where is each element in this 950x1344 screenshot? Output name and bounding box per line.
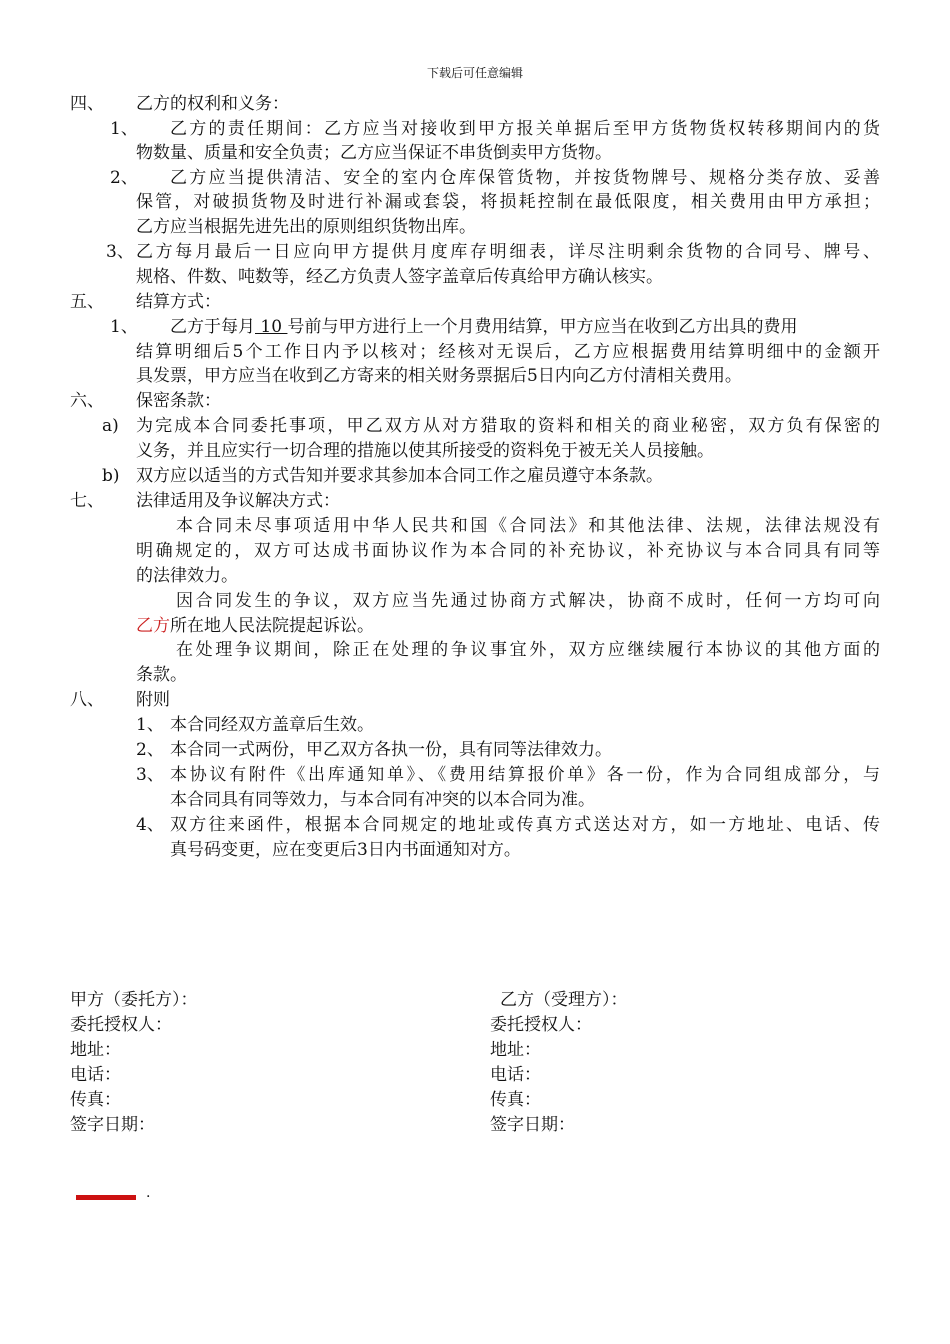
s4-item3-line2: 规格、件数、吨数等，经乙方负责人签字盖章后传真给甲方确认核实。 [136, 267, 663, 287]
footer-dot: . [146, 1185, 151, 1201]
s4-item2-line2: 保管，对破损货物及时进行补漏或套袋，将损耗控制在最低限度，相关费用由甲方承担； [136, 192, 880, 212]
s5-item1-line1 [170, 315, 797, 339]
party-b-fax-label: 传真： [490, 1090, 541, 1110]
party-b-label: 乙方（受理方）： [500, 990, 628, 1010]
section-7-number: 七、 [70, 491, 104, 511]
section-4-number: 四、 [70, 94, 104, 114]
footer-red-bar [76, 1195, 136, 1200]
s7-para2-line2 [136, 614, 374, 638]
section-5-number: 五、 [70, 292, 104, 312]
s6-item-a-line2: 义务，并且应实行一切合理的措施以使其所接受的资料免于被无关人员接触。 [136, 441, 714, 461]
s8-item3-number: 3、 [136, 765, 164, 785]
s7-para2-line1: 因合同发生的争议，双方应当先通过协商方式解决，协商不成时，任何一方均可向 [176, 591, 880, 611]
s8-item2-number: 2、 [136, 740, 164, 760]
s6-item-a-label: a) [102, 416, 119, 436]
s8-item3-line2: 本合同具有同等效力，与本合同有冲突的以本合同为准。 [170, 790, 595, 810]
s7-party-b-highlight: 乙方 [136, 616, 170, 636]
party-a-date-label: 签字日期： [70, 1115, 155, 1135]
party-a-agent-label: 委托授权人： [70, 1015, 172, 1035]
s5-settlement-day: 10 [255, 317, 288, 337]
s7-para3-line1: 在处理争议期间，除正在处理的争议事宜外，双方应继续履行本协议的其他方面的 [176, 640, 880, 660]
s5-item1-number: 1、 [110, 317, 138, 337]
section-8-number: 八、 [70, 690, 104, 710]
section-5-title: 结算方式： [136, 292, 221, 312]
party-a-address-label: 地址： [70, 1040, 121, 1060]
s7-para1-line1: 本合同未尽事项适用中华人民共和国《合同法》和其他法律、法规，法律法规没有 [176, 516, 880, 536]
s4-item2-line1: 乙方应当提供清洁、安全的室内仓库保管货物，并按货物牌号、规格分类存放、妥善 [170, 168, 880, 188]
s8-item4-line1: 双方往来函件，根据本合同规定的地址或传真方式送达对方，如一方地址、电话、传 [170, 815, 880, 835]
party-a-phone-label: 电话： [70, 1065, 121, 1085]
s4-item1-line1: 乙方的责任期间：乙方应当对接收到甲方报关单据后至甲方货物货权转移期间内的货 [170, 119, 880, 139]
section-4-title: 乙方的权利和义务： [136, 94, 289, 114]
s8-item4-line2: 真号码变更，应在变更后3日内书面通知对方。 [170, 840, 521, 860]
s6-item-a-line1: 为完成本合同委托事项，甲乙双方从对方猎取的资料和相关的商业秘密，双方负有保密的 [136, 416, 880, 436]
section-8-title: 附则 [136, 690, 170, 710]
s6-item-b-line1: 双方应以适当的方式告知并要求其参加本合同工作之雇员遵守本条款。 [136, 466, 663, 486]
s8-item3-line1: 本协议有附件《出库通知单》、《费用结算报价单》各一份，作为合同组成部分，与 [170, 765, 880, 785]
s8-item4-number: 4、 [136, 815, 164, 835]
s4-item1-number: 1、 [110, 119, 138, 139]
section-7-title: 法律适用及争议解决方式： [136, 491, 340, 511]
party-a-label: 甲方（委托方）： [70, 990, 198, 1010]
s5-item1-line3: 具发票，甲方应当在收到乙方寄来的相关财务票据后5日内向乙方付清相关费用。 [136, 366, 742, 386]
s7-para2-line2-rest: 所在地人民法院提起诉讼。 [170, 616, 374, 636]
section-6-number: 六、 [70, 391, 104, 411]
party-a-fax-label: 传真： [70, 1090, 121, 1110]
s4-item1-line2: 物数量、质量和安全负责；乙方应当保证不串货倒卖甲方货物。 [136, 143, 612, 163]
party-b-phone-label: 电话： [490, 1065, 541, 1085]
s4-item3-number: 3、 [106, 242, 134, 262]
s8-item1-number: 1、 [136, 715, 164, 735]
s7-para1-line2: 明确规定的，双方可达成书面协议作为本合同的补充协议，补充协议与本合同具有同等 [136, 541, 880, 561]
page-header: 下载后可任意编辑 [426, 66, 523, 80]
party-b-date-label: 签字日期： [490, 1115, 575, 1135]
s6-item-b-label: b) [102, 466, 120, 486]
s4-item2-number: 2、 [110, 168, 138, 188]
s5-item1-text-a: 乙方于每月 [170, 317, 255, 337]
party-b-agent-label: 委托授权人： [490, 1015, 592, 1035]
s5-item1-text-c: 号前与甲方进行上一个月费用结算，甲方应当在收到乙方出具的费用 [287, 317, 798, 337]
party-b-address-label: 地址： [490, 1040, 541, 1060]
s5-item1-line2: 结算明细后5个工作日内予以核对；经核对无误后，乙方应根据费用结算明细中的金额开 [136, 342, 880, 362]
section-6-title: 保密条款： [136, 391, 221, 411]
s4-item3-line1: 乙方每月最后一日应向甲方提供月度库存明细表，详尽注明剩余货物的合同号、牌号、 [136, 242, 880, 262]
s8-item1-line1: 本合同经双方盖章后生效。 [170, 715, 374, 735]
s8-item2-line1: 本合同一式两份，甲乙双方各执一份，具有同等法律效力。 [170, 740, 612, 760]
s7-para1-line3: 的法律效力。 [136, 566, 238, 586]
s7-para3-line2: 条款。 [136, 665, 187, 685]
s4-item2-line3: 乙方应当根据先进先出的原则组织货物出库。 [136, 217, 476, 237]
